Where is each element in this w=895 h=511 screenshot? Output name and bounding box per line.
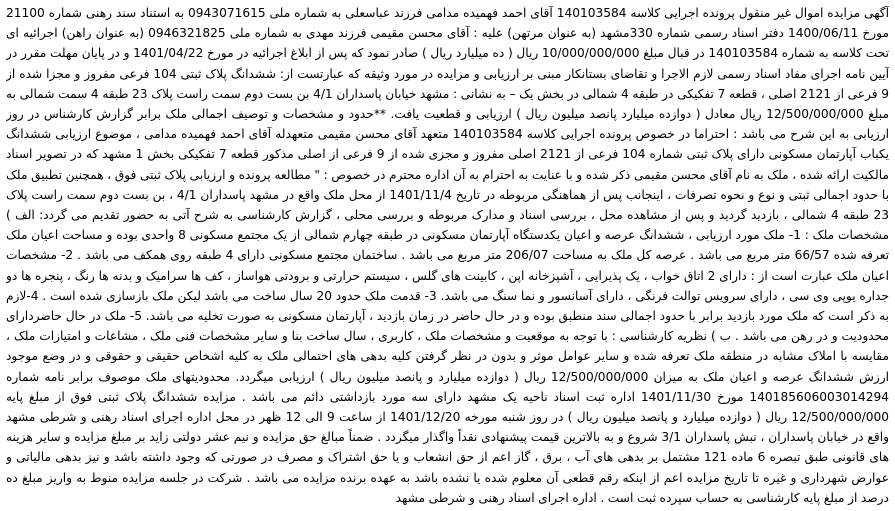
auction-notice — [6, 3, 889, 508]
auction-notice-text: آگهی مزایده اموال غیر منقول پرونده اجرایی کلاسه 140103584 آقای احمد فهمیده مدامی فرزند عباسعلی به شماره ملی 0943071615 به استناد سند رهنی شماره 21100 مورخ 1400/06/11 دفتر اسناد رسمی شماره 330مشهد (به عنوان مرتهن) علیه : آقای محسن مقیمی فرزند مهدی به شماره ملی 0946321825 (به عنوان راهن) اجرائیه ای تحت کلاسه به شماره 140103584 در قبال مبلغ 10/000/000/000 ریال ( ده میلیارد ریال ) صادر نمود که پس از ابلاغ اجرائیه در مورخ 1401/04/22 و در پایان مهلت مقرر در آیین نامه اجرای مفاد اسناد رسمی لازم الاجرا و تقاضای بستانکار مبنی بر ارزیابی و مزایده در مورد وثیقه که عبارتست از: ششدانگ پلاک ثبتی 104 فرعی مفروز و مجزا شده از 9 فرعی از 2121 اصلی ، قطعه 7 تفکیکی در طبقه 4 شمالی در بخش یک – به نشانی : مشهد خیابان پاسداران 4/1 بن بست دوم سمت راست پلاک 23 طبقه 4 سمت شمالی به مبلغ 12/500/000/000 ریال معادل ( دوازده میلیارد پانصد میلیون ریال ) ارزیابی و قطعیت یافت. **حدود و مشخصات و توصیف اجمالی ملک برابر گزارش کارشناس در روز ارزیابی به این شرح می باشد : احتراما در خصوص پرونده اجرایی کلاسه 140103584 متعهد آقای محسن مقیمی متعهدله آقای احمد فهمیده مدامی ، موضوع ارزیابی ششدانگ یکباب آپارتمان مسکونی دارای پلاک ثبتی شماره 104 فرعی از 2121 اصلی مفروز و مجزی شده از 9 فرعی از اصلی مذکور قطعه 7 تفکیکی بخش 1 مشهد که در تصویر اسناد مالکیت ارائه شده ، ملک به نام آقای محسن مقیمی ذکر شده و با عنایت به احترام به آن اداره محترم در خصوص : " مطالعه پرونده و ارزیابی پلاک ثبتی فوق ، همچنین تطبیق ملک با حدود اجمالی ثبتی و نوع و نحوه تصرفات ، اینجانب پس از هماهنگی مربوطه در تاریخ 1401/11/4 از محل ملک واقع در مشهد پاسداران 4/1 ، بن بست دوم سمت راست پلاک 23 طبقه 4 شمالی ، بازدید گردید و پس از مشاهده محل ، بررسی اسناد و مدارک مربوطه و بررسی محلی ، گزارش کارشناسی به شرح آتی به حضور تقدیم می گردد: الف ) مشخصات ملک : 1- ملک مورد ارزیابی ، ششدانگ عرصه و اعیان یکدستگاه آپارتمان مسکونی در طبقه چهارم شمالی از یک مجتمع مسکونی 8 واحدی بوده و مساحت اعیان ملک تعرفه شده 66/57 متر مربع می باشد . عرصه کل ملک به مساحت 206/07 متر مربع می باشد . ساختمان مجتمع مسکونی دارای 4 طبقه روی همکف می باشد . 2- مشخصات اعیان ملک عبارت است از : دارای 2 اتاق خواب ، یک پذیرایی ، آشپزخانه اپن ، کابینت های گلس ، سیستم حرارتی و برودتی هواساز ، کف ها سرامیک و بدنه ها رنگ ، پنجره ها دو جداره یوپی وی سی ، دارای سرویس توالت فرنگی ، دارای آسانسور و نما سنگ می باشد. 3- قدمت ملک حدود 20 سال ساخت می باشد لیکن ملک بازسازی شده است . 4-لازم به ذکر است که ملک مورد بازدید برابر با حدود اجمالی سند منطبق بوده و در حال حاضر در زمان بازدید ، آپارتمان مسکونی به صورت تخلیه می باشد. 5- ملک در حال حاضردارای محدودیت و در رهن می باشد . ب ) نظریه کارشناسی : با توجه به موقعیت و مشخصات ملک ، کاربری ، سال ساخت بنا و سایر مشخصات فنی ملک ، مشاعات و امتیازات ملک ، مقایسه با املاک مشابه در منطقه ملک تعرفه شده و سایر عوامل موثر و بدون در نظر گرفتن کلیه بدهی های احتمالی ملک به کلیه اشخاص حقیقی و حقوقی و در وضع موجود ارزش ششدانگ عرصه و اعیان ملک به میزان 12/500/000/000 ریال ( دوازده میلیارد و پانصد میلیون ریال ) ارزیابی میگردد. محدودیتهای ملک موصوف برابر نامه شماره 140185606003014294 مورخ 1401/11/30 اداره ثبت اسناد ناحیه یک مشهد دارای سه مورد بازداشتی دائم می باشد . مزایده ششدانگ پلاک ثبتی فوق از مبلغ پایه 12/500/000/000 ریال ( دوازده میلیارد و پانصد میلیون ریال ) در روز شنبه مورخه 1401/12/20 از ساعت 9 الی 12 ظهر در محل اداره اجرای اسناد رهنی و شرطی مشهد واقع در خیابان پاسداران ، نبش پاسداران 3/1 شروع و به بالاترین قیمت پیشنهادی نقداً واگذار میگردد . ضمناً مبالغ حق مزایده و نیم عشر دولتی زاید بر مبلغ مزایده و سایر هزینه های قانونی طبق تبصره 6 ماده 121 مشتمل بر بدهی های آب ، برق ، گاز اعم از حق انشعاب و یا حق اشتراک و مصرف در صورتی که وجود داشته باشد و نیز بدهی مالیاتی و عوارض شهرداری و غیره تا تاریخ مزایده اعم از اینکه رقم قطعی آن معلوم شده یا نشده باشد به عهده برنده مزایده می باشد . شرکت در جلسه مزایده منوط به واریز مبلغ ده درصد از مبلغ پایه کارشناسی به حساب سپرده ثبت است . اداره اجرای اسناد رهنی و شرطی مشهد — [6, 6, 889, 505]
